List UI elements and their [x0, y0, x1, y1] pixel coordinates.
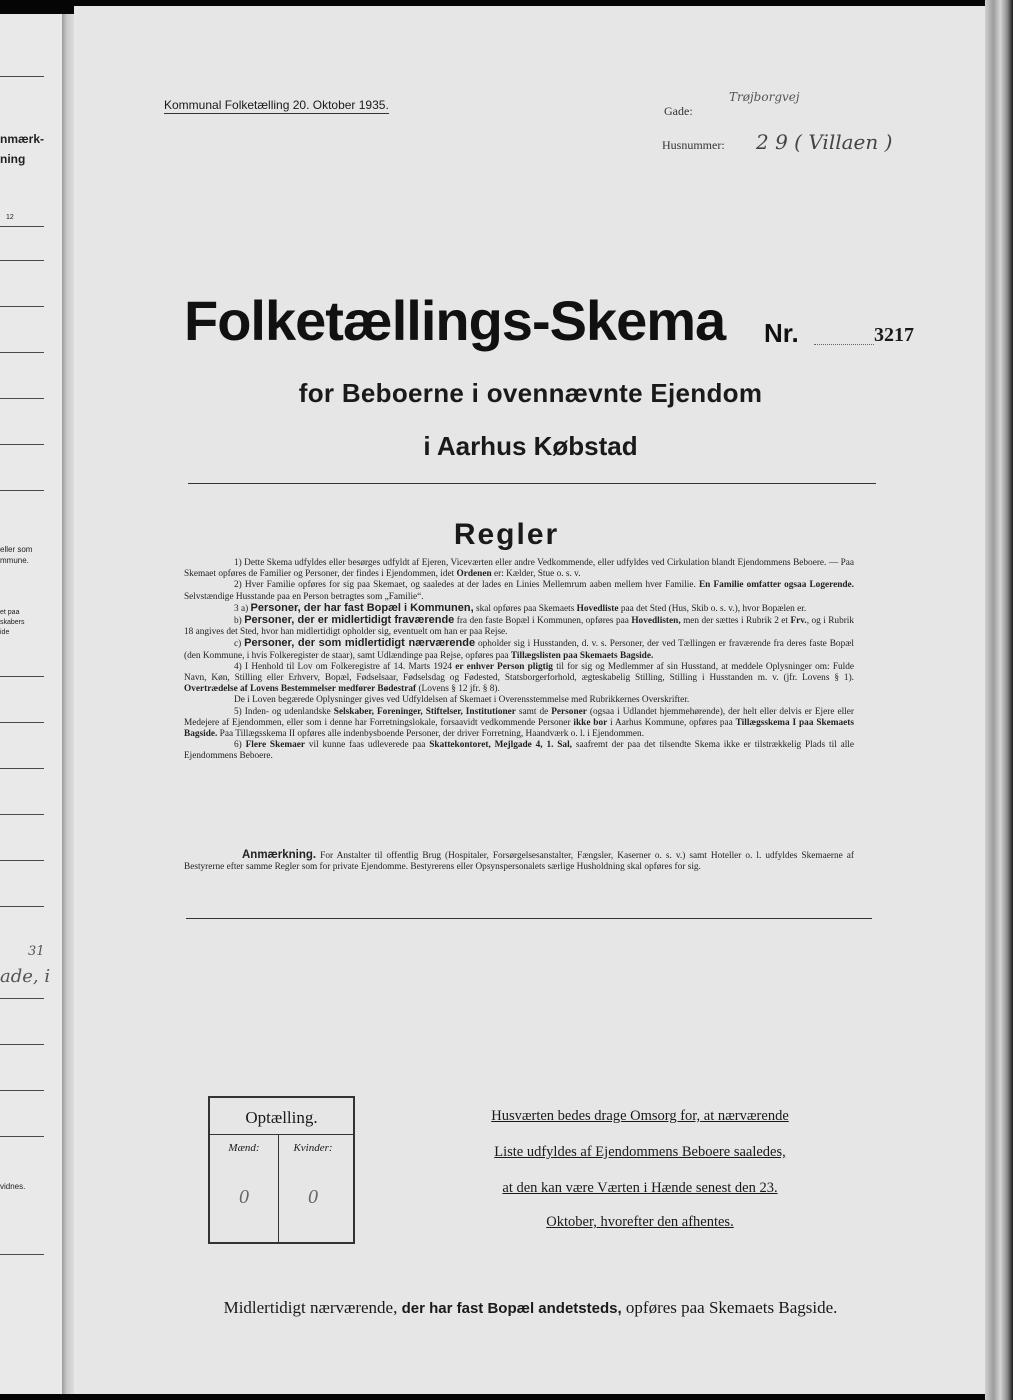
left-page-fragment: ning: [0, 152, 26, 166]
form-subtitle-2: i Aarhus Købstad: [423, 431, 638, 461]
rule-4-extra: De i Loven begærede Oplysninger gives ved Udfyldelsen af Skemaet i Overensstemmelse med Rubrikkernes Overskrifter.: [234, 695, 690, 706]
census-title: Kommunal Folketælling 20. Oktober 1935.: [164, 98, 389, 112]
rule-1: 1) Dette Skema udfyldes eller besørges udfyldt af Ejeren, Viceværten eller andre Vedkommende, eller udfyldes ved Cirkulation blandt Ejendommens Beboere. — Paa Skemaet opføres de Familier og Personer, der findes i Ejendommen, idet Ordenen er: Kælder, Stue o. s. v.: [184, 558, 854, 580]
form-subtitle-1: for Beboerne i ovennævnte Ejendom: [298, 378, 763, 408]
remark-label: Anmærkning.: [242, 849, 317, 861]
left-page-fragment: 12: [6, 214, 14, 221]
form-number-rule: [814, 344, 874, 345]
gade-value: Trøjborgvej: [729, 90, 800, 104]
footer-note: [74, 1298, 987, 1318]
count-box-divider: [210, 1134, 353, 1135]
rule-5: 5) Inden- og udenlandske Selskaber, Foreninger, Stiftelser, Institutioner samt de Personer (ogsaa i Udlandet hjemmehørende), der helt eller delvis er Ejere eller Medejere af Ejendommen, eller som i denne har Forretningslokale, forsaavidt vedkommende Personer ikke bor i Aarhus Kommune, opføres paa Tillægsskema I paa Skemaets Bagside. Paa Tillægsskema II opføres alle indenbysboende Personer, der driver Forretning, Haandværk o. l. i Ejendommen.: [184, 706, 855, 740]
left-page-handwriting: 31: [28, 944, 45, 959]
count-box: [208, 1096, 355, 1244]
form-number: 3217: [874, 324, 914, 346]
left-page-rule: [0, 76, 44, 77]
left-page-fragment: ide: [0, 629, 10, 636]
husnummer-value: 2 9 ( Villaen ): [756, 130, 893, 154]
left-page-fragment: nmærk-: [0, 132, 45, 146]
notice-line-1: Husværten bedes drage Omsorg for, at nærværende: [491, 1108, 789, 1124]
women-count: 0: [308, 1186, 318, 1208]
husnummer-label: Husnummer:: [662, 138, 725, 152]
rule-3b: b) Personer, der er midlertidigt fraværende fra den faste Bopæl i Kommunen, opføres paa Hovedlisten, men der sættes i Rubrik 2 et Frv., og i Rubrik 18 angives det Sted, hvor han midlertidigt opholder sig, eventuelt om han er paa Rejse.: [184, 614, 855, 638]
rules-text: [184, 558, 854, 763]
page-edge: [985, 0, 1013, 1400]
notice-line-2: Liste udfyldes af Ejendommens Beboere saaledes,: [494, 1144, 786, 1160]
count-box-title: Optælling.: [245, 1108, 318, 1127]
left-page-fragment: et paa: [0, 609, 20, 616]
form-number-label: Nr.: [764, 318, 799, 348]
left-page-rule: [0, 226, 44, 227]
footer-part-1: Midlertidigt nærværende,: [223, 1298, 398, 1317]
left-page-fragment: skabers: [0, 619, 25, 626]
left-page-handwriting: ade, i: [0, 966, 51, 987]
rule-6: 6) Flere Skemaer vil kunne faas udleverede paa Skattekontoret, Mejlgade 4, 1. Sal, saafremt der paa det tilsendte Skema ikke er tilstrækkelig Plads til alle Ejendommens Beboere.: [184, 740, 855, 762]
rule-4: 4) I Henhold til Lov om Folkeregistre af 14. Marts 1924 er enhver Person pligtig til for sig og Medlemmer af sin Husstand, at meddele Oplysninger om: Fulde Navn, Køn, Stilling eller Erhverv, Bopæl, Fødselsaar, Fødselsdag og Fødested, Statsborgerforhold, ægteskabelig Stilling, Stilling i Husstanden m. v. (jfr. Lovens § 1). Overtrædelse af Lovens Bestemmelser medfører Bødestraf (Lovens § 12 jfr. § 8).: [184, 661, 855, 695]
form-title: Folketællings-Skema: [184, 289, 726, 352]
notice-line-3: at den kan være Værten i Hænde senest den 23.: [502, 1180, 778, 1196]
footer-part-3: opføres paa Skemaets Bagside.: [625, 1298, 838, 1317]
remark: [184, 850, 854, 873]
divider: [186, 918, 872, 919]
divider: [188, 483, 876, 484]
rule-3c: c) Personer, der som midlertidigt nærværende opholder sig i Husstanden, d. v. s. Personer, der ved Tællingen er fraværende fra deres faste Bopæl (den Kommune, i hvis Folkeregister de staar), samt Udlændinge paa Rejse, opføres paa Tillægslisten paa Skemaets Bagside.: [184, 637, 854, 661]
left-page-fragment: mmune.: [0, 556, 29, 565]
left-page: [0, 14, 62, 1394]
gade-label: Gade:: [664, 104, 693, 118]
women-label: Kvinder:: [293, 1142, 333, 1154]
men-count: 0: [239, 1186, 249, 1208]
book-spine: [62, 14, 74, 1394]
rule-2: 2) Hver Familie opføres for sig paa Skemaet, og saaledes at der lades en Linies Mellemrum aaben mellem hver Familie. En Familie omfatter ogsaa Logerende. Selvstændige Husstande paa en Person betragtes som „Familie“.: [184, 580, 854, 602]
left-page-fragment: vidnes.: [0, 1182, 26, 1191]
remark-text: For Anstalter til offentlig Brug (Hospitaler, Forsørgelsesanstalter, Fængsler, Kaserner o. s. v.) samt Hoteller o. l. udfyldes Skemaerne af Bestyrerne efter samme Regler som for private Ejendomme. Bestyrerens eller Opsynspersonalets særlige Husholdning skal opføres for sig.: [184, 851, 854, 873]
men-label: Mænd:: [228, 1142, 260, 1154]
footer-part-2: der har fast Bopæl andetsteds,: [401, 1300, 622, 1317]
rule-3a: 3 a) Personer, der har fast Bopæl i Kommunen, skal opføres paa Skemaets Hovedliste paa det Sted (Hus, Skib o. s. v.), hvor Bopælen er.: [234, 601, 807, 614]
notice-line-4: Oktober, hvorefter den afhentes.: [546, 1214, 734, 1230]
left-page-fragment: eller som: [0, 545, 33, 554]
rules-heading: Regler: [453, 518, 560, 551]
